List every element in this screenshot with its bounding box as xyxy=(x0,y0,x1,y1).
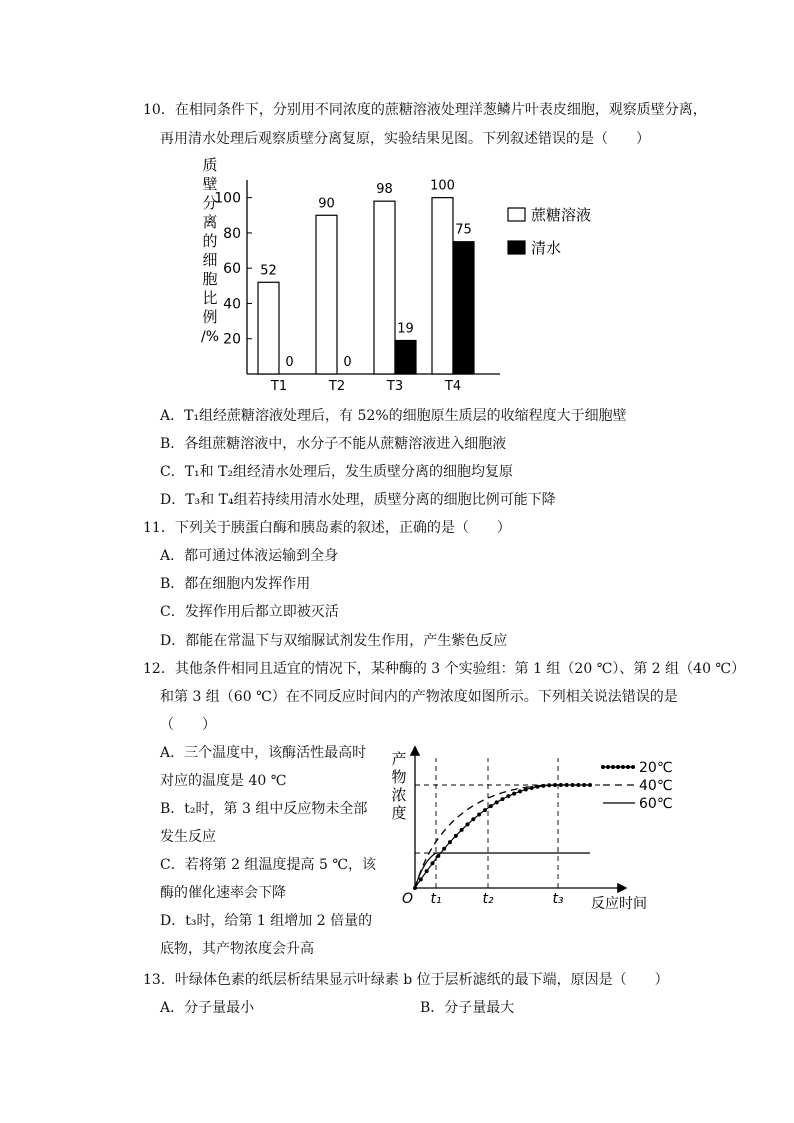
bar-chart-value-label: 90 xyxy=(318,196,335,212)
line-chart-point xyxy=(495,800,499,804)
line-chart-point xyxy=(419,877,423,881)
q10-stem-line2: 再用清水处理后观察质壁分离复原，实验结果见图。下列叙述错误的是（ ） xyxy=(160,131,650,147)
line-chart-legend-dot xyxy=(631,765,635,769)
bar-chart-ylabel-char: 例 xyxy=(202,308,218,326)
line-chart-xtick-label: t₁ xyxy=(430,891,442,907)
line-chart-legend-label: 20℃ xyxy=(639,760,673,776)
line-chart-point xyxy=(530,786,534,790)
line-chart-point xyxy=(571,783,575,787)
bar-chart-value-label: 100 xyxy=(430,178,455,194)
line-chart-point xyxy=(518,789,522,793)
bar-chart-legend-label: 蔗糖溶液 xyxy=(531,206,592,224)
line-chart-legend-dot xyxy=(611,765,615,769)
line-chart-legend-dot xyxy=(616,765,620,769)
bar-chart-ylabel xyxy=(201,156,219,345)
line-chart-point xyxy=(547,783,551,787)
line-chart-point xyxy=(413,886,417,890)
line-chart-point xyxy=(442,847,446,851)
line-chart-ylabel-char: 产 xyxy=(391,750,407,768)
bar-chart-ylabel-char: 质 xyxy=(202,156,218,174)
bar-chart-value-label: 0 xyxy=(343,355,352,370)
bar-chart-bar xyxy=(432,198,453,374)
bar-chart-ylabel-char: 分 xyxy=(202,194,218,212)
q12-option-d-line1: D．t₃时，给第 1 组增加 2 倍量的 xyxy=(160,913,373,929)
bar-chart-ylabel-char: 的 xyxy=(202,232,218,250)
bar-chart-ytick-label: 60 xyxy=(223,261,241,278)
line-chart-point xyxy=(559,783,563,787)
q11-option-a: A．都可通过体液运输到全身 xyxy=(160,548,339,564)
q10-stem-line1: 10．在相同条件下，分别用不同浓度的蔗糖溶液处理洋葱鳞片叶表皮细胞，观察质壁分离， xyxy=(143,102,707,118)
bar-chart-bar xyxy=(395,340,416,374)
line-chart-point xyxy=(501,797,505,801)
bar-chart-bar xyxy=(258,282,279,374)
bar-chart-category-label: T4 xyxy=(444,379,462,394)
bar-chart-legend-label: 清水 xyxy=(531,239,562,257)
q10-option-d: D．T₃和 T₄组若持续用清水处理，质壁分离的细胞比例可能下降 xyxy=(160,492,556,508)
q12-stem-line3: （ ） xyxy=(160,717,216,733)
line-chart-ylabel-char: 物 xyxy=(391,768,407,786)
bar-chart-ytick-label: 80 xyxy=(223,225,241,242)
line-chart-ylabel-char: 度 xyxy=(391,804,407,822)
line-chart-point xyxy=(565,783,569,787)
line-chart-point xyxy=(471,817,475,821)
line-chart-point xyxy=(448,840,452,844)
line-chart-legend-dot xyxy=(621,765,625,769)
bar-chart-bar xyxy=(374,201,395,374)
line-chart-point xyxy=(582,783,586,787)
q13-option-b: B．分子量最大 xyxy=(420,1000,515,1016)
bar-chart-category-label: T1 xyxy=(270,379,288,394)
q13-stem: 13．叶绿体色素的纸层析结果显示叶绿素 b 位于层析滤纸的最下端，原因是（ ） xyxy=(143,972,669,988)
line-chart-legend-dot xyxy=(626,765,630,769)
q12-stem-line1: 12．其他条件相同且适宜的情况下，某种酶的 3 个实验组：第 1 组（20 ℃）、第 2 组（40 ℃） xyxy=(143,661,746,677)
q12-option-d-line2: 底物，其产物浓度会升高 xyxy=(160,941,314,957)
q11-stem: 11．下列关于胰蛋白酶和胰岛素的叙述，正确的是（ ） xyxy=(143,520,511,536)
q10-option-b: B．各组蔗糖溶液中，水分子不能从蔗糖溶液进入细胞液 xyxy=(160,436,507,452)
bar-chart xyxy=(190,152,610,402)
q10-option-c: C．T₁和 T₂组经清水处理后，发生质壁分离的细胞均复原 xyxy=(160,464,514,480)
line-chart-legend-label: 40℃ xyxy=(639,778,673,794)
bar-chart-value-label: 52 xyxy=(260,263,277,279)
bar-chart-bar xyxy=(316,215,337,374)
bar-chart-ytick-label: 100 xyxy=(214,190,241,207)
q11-option-c: C．发挥作用后都立即被灭活 xyxy=(160,604,339,620)
bar-chart-ylabel-char: 细 xyxy=(202,251,218,269)
bar-chart-ytick-label: 40 xyxy=(223,296,241,313)
line-chart-origin: O xyxy=(402,891,414,907)
line-chart-legend-label: 60℃ xyxy=(639,796,673,812)
line-chart-xlabel: 反应时间 xyxy=(591,896,647,912)
bar-chart-legend-swatch xyxy=(508,208,525,221)
bar-chart-value-label: 0 xyxy=(285,355,294,370)
bar-chart-category-label: T2 xyxy=(328,379,346,394)
q12-option-b-line1: B．t₂时，第 3 组中反应物未全部 xyxy=(160,801,368,817)
line-chart-point xyxy=(454,834,458,838)
line-chart-point xyxy=(512,792,516,796)
bar-chart-value-label: 19 xyxy=(397,321,414,337)
q12-option-a-line2: 对应的温度是 40 ℃ xyxy=(160,773,287,789)
q12-option-c-line2: 酶的催化速率会下降 xyxy=(160,885,286,901)
bar-chart-legend-swatch xyxy=(508,241,525,254)
line-chart-point xyxy=(483,808,487,812)
line-chart-point xyxy=(436,854,440,858)
line-chart-legend-dot xyxy=(601,765,605,769)
q12-option-b-line2: 发生反应 xyxy=(160,829,216,845)
line-chart-point xyxy=(477,812,481,816)
line-chart-point xyxy=(425,869,429,873)
line-chart-xtick-label: t₂ xyxy=(482,891,494,907)
bar-chart-ylabel-unit: /% xyxy=(200,329,220,345)
q11-option-d: D．都能在常温下与双缩脲试剂发生作用，产生紫色反应 xyxy=(160,633,508,649)
line-chart-legend-dot xyxy=(606,765,610,769)
line-chart-point xyxy=(466,822,470,826)
line-chart-point xyxy=(489,804,493,808)
bar-chart-ylabel-char: 比 xyxy=(202,289,218,307)
line-chart-point xyxy=(506,794,510,798)
line-chart-point xyxy=(576,783,580,787)
q13-option-a: A．分子量最小 xyxy=(160,1000,255,1016)
line-chart-ylabel-char: 浓 xyxy=(391,786,407,804)
bar-chart-ylabel-char: 壁 xyxy=(202,175,218,193)
line-chart-point xyxy=(536,785,540,789)
line-chart-point xyxy=(460,828,464,832)
q12-stem-line2: 和第 3 组（60 ℃）在不同反应时间内的产物浓度如图所示。下列相关说法错误的是 xyxy=(160,689,678,705)
q12-option-a-line1: A．三个温度中，该酶活性最高时 xyxy=(160,745,367,761)
bar-chart-bar xyxy=(453,242,474,374)
line-chart-point xyxy=(553,783,557,787)
line-chart-point xyxy=(588,783,592,787)
bar-chart-category-label: T3 xyxy=(386,379,404,394)
bar-chart-value-label: 98 xyxy=(376,182,393,198)
line-chart-xtick-label: t₃ xyxy=(552,891,564,907)
q10-option-a: A．T₁组经蔗糖溶液处理后，有 52%的细胞原生质层的收缩程度大于细胞壁 xyxy=(160,408,627,424)
line-chart-point xyxy=(541,784,545,788)
line-chart-ylabel xyxy=(391,750,406,822)
bar-chart-ylabel-char: 离 xyxy=(202,213,218,231)
line-chart-series-60 xyxy=(415,853,590,888)
q12-option-c-line1: C．若将第 2 组温度提高 5 ℃，该 xyxy=(160,857,376,873)
bar-chart-value-label: 75 xyxy=(455,222,472,238)
bar-chart-ytick-label: 20 xyxy=(223,331,241,348)
line-chart-point xyxy=(524,787,528,791)
bar-chart-ylabel-char: 胞 xyxy=(202,270,218,288)
line-chart-point xyxy=(431,861,435,865)
q11-option-b: B．都在细胞内发挥作用 xyxy=(160,576,311,592)
line-chart xyxy=(385,740,685,915)
